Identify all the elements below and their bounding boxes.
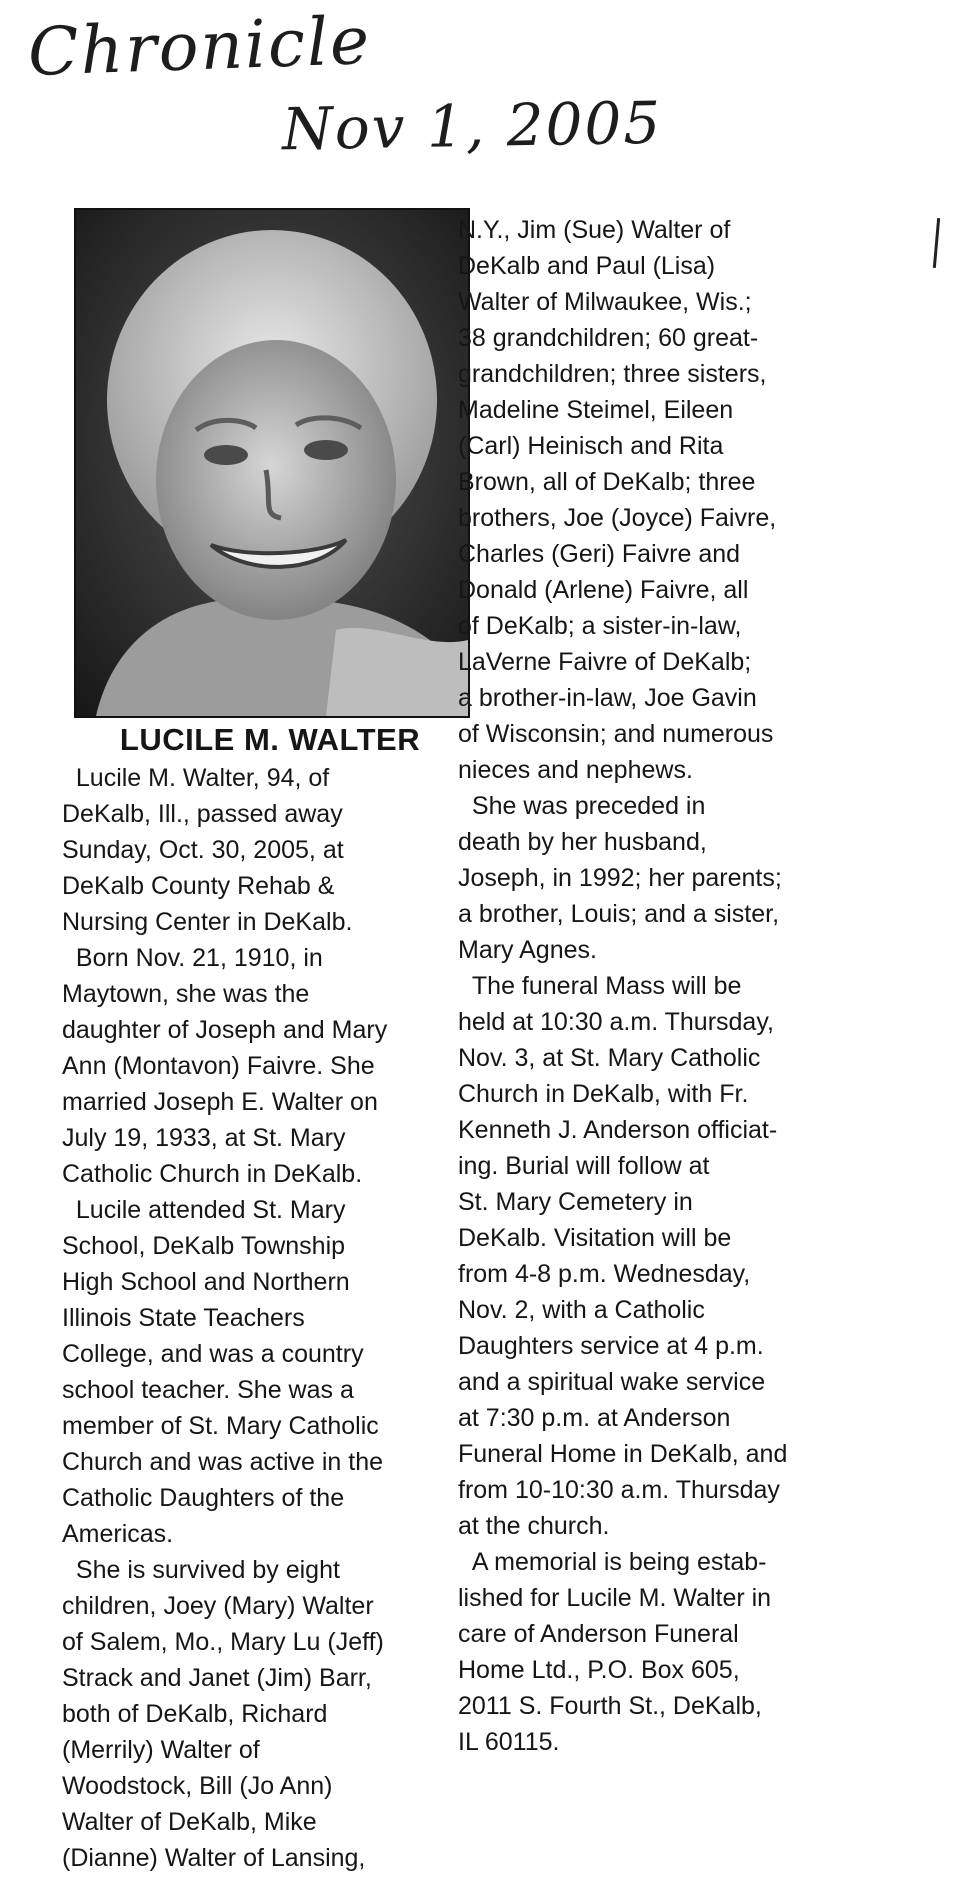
text-line: Nov. 2, with a Catholic [458,1296,705,1324]
text-line: DeKalb County Rehab & [62,872,335,900]
text-line: both of DeKalb, Richard [62,1700,328,1728]
text-line: July 19, 1933, at St. Mary [62,1124,346,1152]
text-line: of DeKalb; a sister-in-law, [458,612,742,640]
text-line: Americas. [62,1520,174,1548]
text-line: Kenneth J. Anderson officiat- [458,1116,778,1144]
obituary-right-column [458,212,848,1760]
text-line: Woodstock, Bill (Jo Ann) [62,1772,333,1800]
text-line: married Joseph E. Walter on [62,1088,378,1116]
portrait-photo [74,208,470,718]
text-line: N.Y., Jim (Sue) Walter of [458,216,731,244]
text-line: (Carl) Heinisch and Rita [458,432,724,460]
text-line: Maytown, she was the [62,980,310,1008]
text-line: College, and was a country [62,1340,364,1368]
text-line: of Salem, Mo., Mary Lu (Jeff) [62,1628,384,1656]
text-line: a brother-in-law, Joe Gavin [458,684,757,712]
text-line: children, Joey (Mary) Walter [62,1592,374,1620]
text-line: Church in DeKalb, with Fr. [458,1080,749,1108]
text-line: Walter of DeKalb, Mike [62,1808,317,1836]
text-line: LaVerne Faivre of DeKalb; [458,648,752,676]
text-line: Catholic Church in DeKalb. [62,1160,363,1188]
text-line: 38 grandchildren; 60 great- [458,324,759,352]
text-line: She is survived by eight [62,1556,340,1584]
margin-pen-mark [933,218,940,268]
text-line: held at 10:30 a.m. Thursday, [458,1008,774,1036]
text-line: and a spiritual wake service [458,1368,766,1396]
text-line: DeKalb and Paul (Lisa) [458,252,716,280]
text-line: Brown, all of DeKalb; three [458,468,756,496]
text-line: member of St. Mary Catholic [62,1412,379,1440]
text-line: Charles (Geri) Faivre and [458,540,741,568]
text-line: Madeline Steimel, Eileen [458,396,734,424]
text-line: a brother, Louis; and a sister, [458,900,780,928]
portrait-photo-icon [76,210,468,716]
text-line: Funeral Home in DeKalb, and [458,1440,788,1468]
text-line: Nursing Center in DeKalb. [62,908,353,936]
text-line: Church and was active in the [62,1448,384,1476]
text-line: death by her husband, [458,828,707,856]
text-line: grandchildren; three sisters, [458,360,767,388]
obituary-headline: LUCILE M. WALTER [119,722,421,757]
text-line: Strack and Janet (Jim) Barr, [62,1664,372,1692]
text-line: Ann (Montavon) Faivre. She [62,1052,375,1080]
text-line: Donald (Arlene) Faivre, all [458,576,749,604]
text-line: St. Mary Cemetery in [458,1188,693,1216]
text-line: She was preceded in [458,792,706,820]
text-line: lished for Lucile M. Walter in [458,1584,772,1612]
text-line: brothers, Joe (Joyce) Faivre, [458,504,777,532]
text-line: nieces and nephews. [458,756,693,784]
text-line: ing. Burial will follow at [458,1152,710,1180]
text-line: Mary Agnes. [458,936,597,964]
text-line: The funeral Mass will be [458,972,742,1000]
text-line: of Wisconsin; and numerous [458,720,774,748]
handwritten-paper-name: Chronicle [26,2,373,91]
text-line: at 7:30 p.m. at Anderson [458,1404,731,1432]
obituary-left-column [62,760,442,1876]
text-line: School, DeKalb Township [62,1232,346,1260]
text-line: Walter of Milwaukee, Wis.; [458,288,752,316]
text-line: Nov. 3, at St. Mary Catholic [458,1044,761,1072]
text-line: from 10-10:30 a.m. Thursday [458,1476,780,1504]
text-line: High School and Northern [62,1268,350,1296]
text-line: (Merrily) Walter of [62,1736,260,1764]
text-line: Sunday, Oct. 30, 2005, at [62,836,344,864]
text-line: Illinois State Teachers [62,1304,305,1332]
text-line: 2011 S. Fourth St., DeKalb, [458,1692,762,1720]
text-line: Joseph, in 1992; her parents; [458,864,782,892]
text-line: (Dianne) Walter of Lansing, [62,1844,366,1872]
text-line: IL 60115. [458,1728,560,1756]
text-line: at the church. [458,1512,610,1540]
text-line: from 4-8 p.m. Wednesday, [458,1260,751,1288]
text-line: DeKalb, Ill., passed away [62,800,343,828]
text-line: school teacher. She was a [62,1376,354,1404]
text-line: Daughters service at 4 p.m. [458,1332,764,1360]
text-line: care of Anderson Funeral [458,1620,739,1648]
text-line: Born Nov. 21, 1910, in [62,944,323,972]
text-line: Home Ltd., P.O. Box 605, [458,1656,740,1684]
text-line: Lucile M. Walter, 94, of [62,764,330,792]
text-line: daughter of Joseph and Mary [62,1016,388,1044]
text-line: DeKalb. Visitation will be [458,1224,732,1252]
text-line: A memorial is being estab- [458,1548,767,1576]
text-line: Catholic Daughters of the [62,1484,345,1512]
handwritten-date: Nov 1, 2005 [281,88,663,164]
text-line: Lucile attended St. Mary [62,1196,346,1224]
